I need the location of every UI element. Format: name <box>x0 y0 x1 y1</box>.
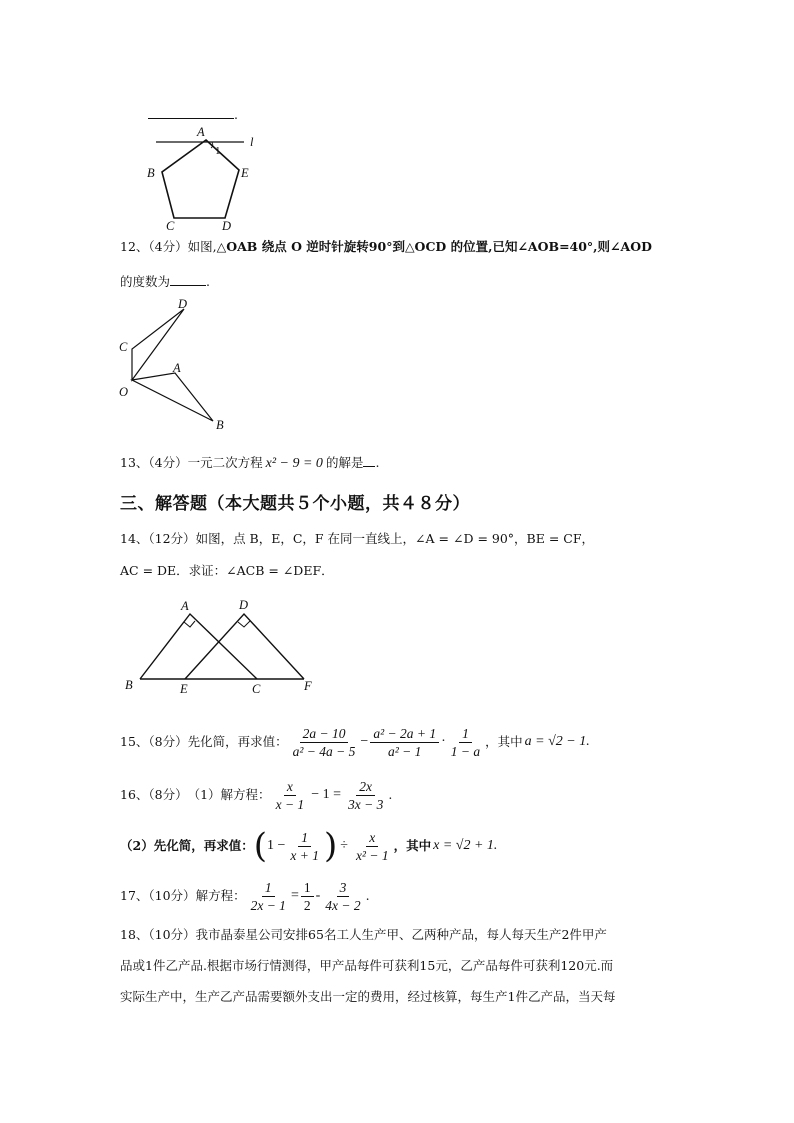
right-angle-d <box>238 621 250 627</box>
q13-text1: 一元二次方程 <box>187 455 263 470</box>
q16-mid: − 1 = <box>311 787 341 802</box>
q12-number: 12、（4分） <box>120 239 188 254</box>
q12-line2 <box>120 271 210 290</box>
q17-line <box>120 877 370 915</box>
q16-text2: ，其中 <box>393 838 432 853</box>
q15-line <box>120 723 590 761</box>
q17-text1: 解方程： <box>195 888 246 903</box>
q15-minus: − <box>360 734 369 749</box>
q13-equation: x² − 9 = 0 <box>265 456 323 471</box>
label-E: E <box>180 682 188 696</box>
q17-fraction-1: $\frac{1}{2x - 1}$ <box>250 879 286 913</box>
q18-line1: 18、（10分）我市晶泰星公司安排65名工人生产甲、乙两种产品，每人每天生产2件甲产 <box>120 927 607 942</box>
label-B: B <box>147 166 155 180</box>
q12-text3: 的度数为 <box>120 274 171 289</box>
q12-text1: 如图, <box>187 239 217 254</box>
q17-fraction-2: $\frac{1}{2}$ <box>301 880 314 913</box>
label-l: l <box>250 135 254 149</box>
label-B: B <box>125 678 133 692</box>
section-3-heading: 三、解答题（本大题共５个小题，共４８分） <box>120 494 470 514</box>
figure-triangles <box>120 596 330 696</box>
label-O: O <box>119 385 129 399</box>
q16-left-paren: ( <box>253 826 267 866</box>
q12-line1 <box>120 239 652 255</box>
q17-end: . <box>365 888 370 903</box>
q16-line2 <box>120 825 497 867</box>
q11-answer-line <box>148 104 238 123</box>
q13-number: 13、（4分） <box>120 455 188 470</box>
q18-line3: 实际生产中，生产乙产品需要额外支出一定的费用，经过核算，每生产1件乙产品，当天每 <box>120 989 616 1004</box>
label-D: D <box>239 598 249 612</box>
label-B: B <box>216 418 224 432</box>
q15-fraction-1: $\frac{2a - 10}{\text{a² − 4a − 5}}$ <box>292 725 356 759</box>
q13-tail: . <box>375 455 380 470</box>
q17-minus: - <box>315 888 321 903</box>
q15-value: a = √2 − 1. <box>524 734 590 749</box>
q16-one-minus: 1 − <box>266 838 286 853</box>
label-D: D <box>222 219 232 232</box>
triangle-def <box>185 614 304 679</box>
q16-fraction-4: $\frac{x}{\text{x² − 1}}$ <box>355 829 389 863</box>
label-A: A <box>181 599 189 613</box>
q15-text1: 先化简，再求值： <box>187 734 288 749</box>
q12-tail: . <box>206 274 210 289</box>
q14-line1-text: 如图，点 B，E，C，F 在同一直线上，∠A = ∠D = 90°，BE = CF， <box>195 531 595 546</box>
q14-line1 <box>120 531 594 547</box>
figure-rotation <box>112 295 242 435</box>
q11-tail: . <box>234 107 238 122</box>
q11-blank <box>148 104 234 119</box>
label-D: D <box>178 297 188 311</box>
q15-number: 15、（8分） <box>120 734 188 749</box>
figure-pentagon <box>140 122 270 232</box>
q13-text2: 的解是 <box>325 455 364 470</box>
q16-end1: . <box>388 787 393 802</box>
label-A: A <box>197 125 205 139</box>
q15-text2: ，其中 <box>485 734 523 749</box>
label-C: C <box>252 682 261 696</box>
q14-line2: AC = DE．求证：∠ACB = ∠DEF． <box>120 563 334 578</box>
q13-blank <box>363 452 375 467</box>
triangle-oab <box>132 373 213 421</box>
label-A: A <box>173 361 181 375</box>
label-F: F <box>304 679 312 693</box>
q14-number: 14、（12分） <box>120 531 196 546</box>
q12-text2: △OAB 绕点 O 逆时针旋转90°到△OCD 的位置,已知∠AOB=40°,则∠AOD <box>216 239 652 254</box>
q17-number: 17、（10分） <box>120 888 196 903</box>
pentagon-abcde <box>162 140 239 218</box>
q16-fraction-2: $\frac{2x}{3x - 3}$ <box>347 778 384 812</box>
q16-number: 16、（8分） <box>120 787 188 802</box>
q16-part2: （2）先化简，再求值： <box>120 838 254 853</box>
q16-fraction-3: $\frac{1}{x + 1}$ <box>290 829 319 863</box>
label-C: C <box>119 340 128 354</box>
label-C: C <box>166 219 175 232</box>
q16-fraction-1: $\frac{x}{x - 1}$ <box>275 778 305 812</box>
right-angle-a <box>184 621 195 627</box>
q16-div: ÷ <box>340 838 348 853</box>
q13-line <box>120 452 379 472</box>
q15-fraction-2: $\frac{\text{a² − 2a + 1}}{\text{a² − 1}}$ <box>370 726 439 759</box>
q16-line1 <box>120 776 392 814</box>
q16-right-paren: ) <box>323 826 338 866</box>
q15-fraction-3: $\frac{1}{1 - a}$ <box>450 725 481 759</box>
q17-fraction-3: $\frac{3}{4x - 2}$ <box>325 879 361 913</box>
label-1: 1 <box>215 145 221 157</box>
q12-blank <box>170 271 206 286</box>
q17-eq: = <box>290 888 299 903</box>
q16-value: x = √2 + 1. <box>433 838 498 853</box>
q15-dot: · <box>441 734 446 749</box>
q16-part1: （1）解方程： <box>187 787 271 802</box>
label-E: E <box>241 166 249 180</box>
q18-line2: 品或1件乙产品.根据市场行情测得，甲产品每件可获利15元，乙产品每件可获利120元.而 <box>120 958 614 973</box>
